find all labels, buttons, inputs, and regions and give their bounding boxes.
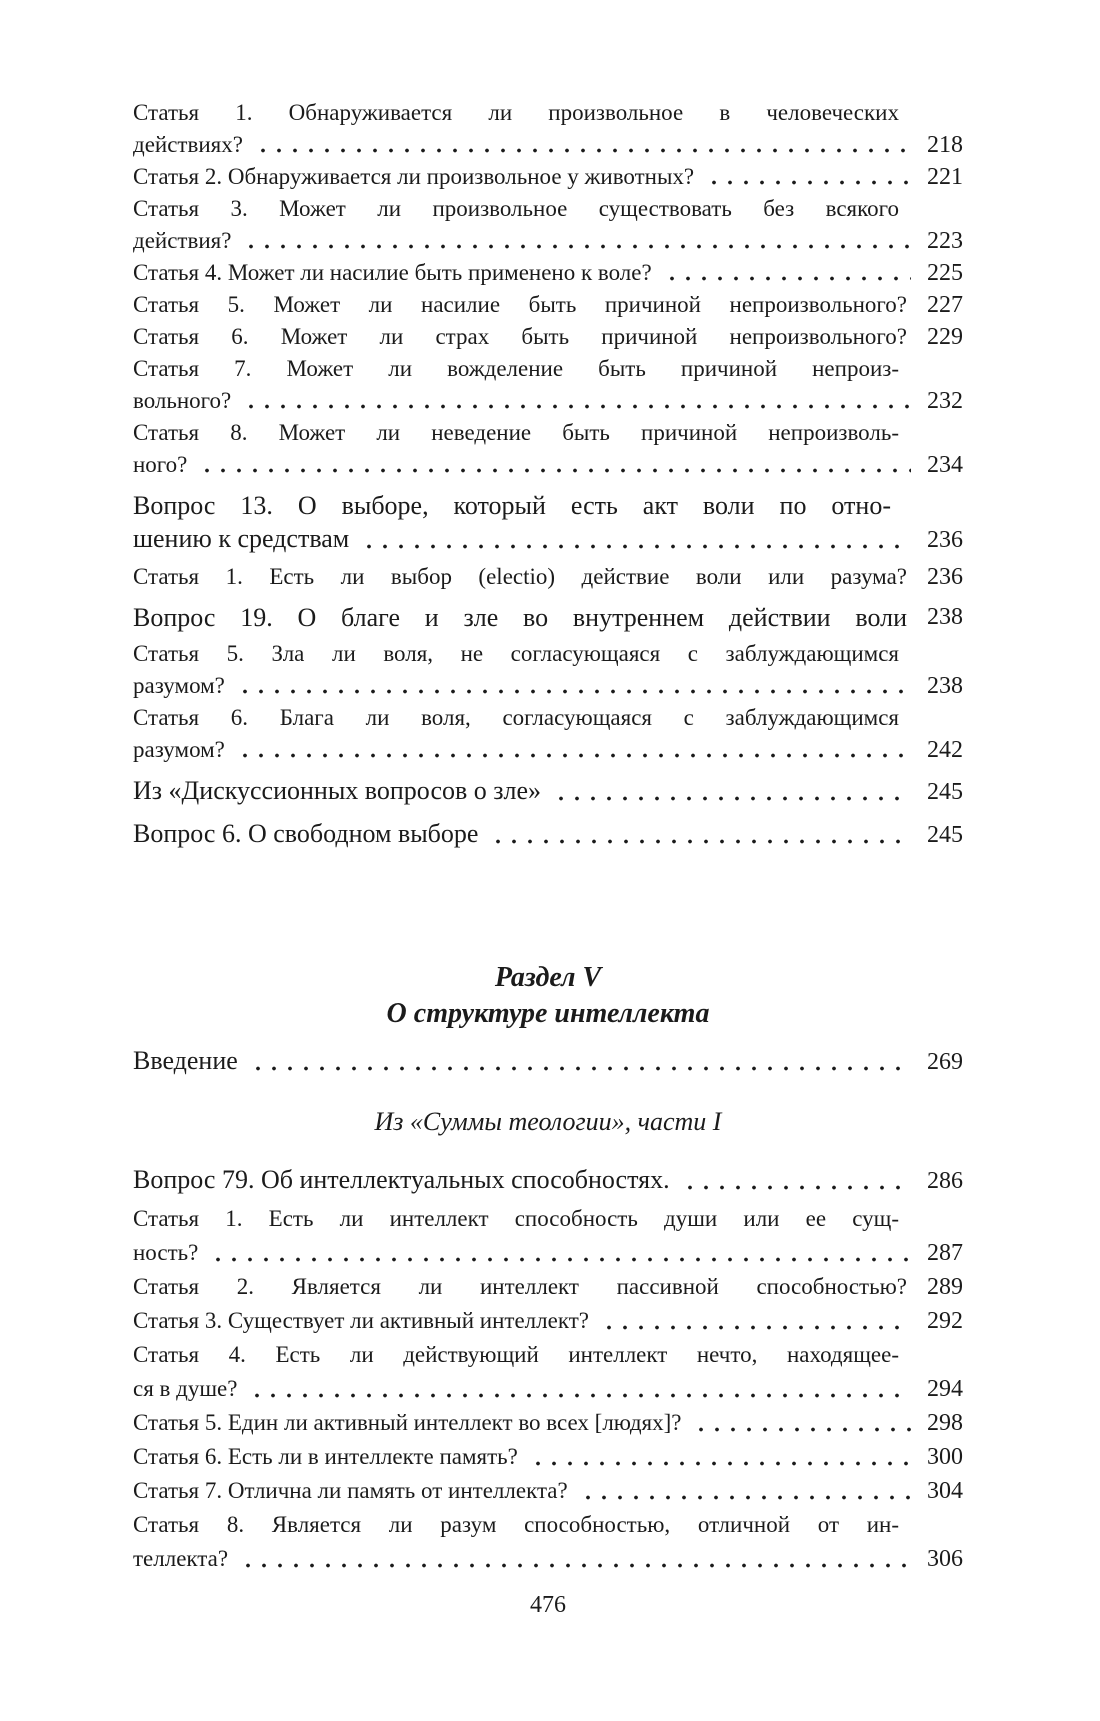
dot-leader [676, 1163, 911, 1198]
dot-leader [237, 225, 911, 257]
entry-last-line [133, 522, 963, 557]
entry-text-line: Статья 4. Есть ли действующий интеллект нечто, находящее- [133, 1342, 899, 1367]
entry-text: теллекта? [133, 1546, 229, 1571]
entry-text: Статья 2. Обнаруживается ли произвольное у животных? [133, 164, 695, 189]
toc-entry [133, 193, 963, 257]
entry-text: ность? [133, 1240, 199, 1265]
section-heading-line: О структуре интеллекта [386, 998, 710, 1029]
entry-last-line [133, 1236, 963, 1270]
entry-last-line [133, 774, 963, 809]
entry-text: Статья 7. Отлична ли память от интеллекта? [133, 1478, 568, 1503]
entry-text: Из «Дискуссионных вопросов о зле» [133, 776, 542, 805]
dot-leader [574, 1474, 911, 1508]
entry-page-number: 223 [927, 228, 963, 254]
page-footer [133, 1588, 963, 1622]
entry-text-line: Статья 3. Может ли произвольное существовать без всякого [133, 196, 899, 221]
entry-text: ного? [133, 452, 188, 477]
dot-leader [231, 734, 911, 766]
entry-last-line [133, 385, 963, 417]
entry-last-line [133, 161, 963, 193]
dot-leader [524, 1440, 911, 1474]
entry-text-line: Вопрос 19. О благе и зле во внутреннем действии воли [133, 603, 907, 632]
toc-entry [133, 702, 963, 766]
entry-text-line: Статья 7. Может ли вожделение быть причиной непроиз- [133, 356, 899, 381]
entry-last-line [133, 225, 963, 257]
entry-text: разумом? [133, 737, 225, 762]
dot-leader [484, 817, 911, 852]
entry-last-line [133, 1304, 963, 1338]
entry-text: вольного? [133, 388, 232, 413]
entry-text: Вопрос 6. О свободном выборе [133, 819, 479, 848]
dot-leader [234, 1542, 911, 1576]
entry-page-number: 232 [927, 388, 963, 414]
entry-page-number: 234 [927, 452, 963, 478]
toc-entry [133, 257, 963, 289]
entry-text-line: Статья 6. Блага ли воля, согласующаяся с заблуждающимся [133, 705, 899, 730]
entry-text: Статья 6. Есть ли в интеллекте память? [133, 1444, 518, 1469]
entry-last-line [133, 129, 963, 161]
entry-text: действиях? [133, 132, 243, 157]
entry-text-line: Вопрос 13. О выборе, который есть акт воли по отно- [133, 491, 891, 520]
entry-page-number: 225 [927, 260, 963, 286]
entry-text: Вопрос 79. Об интеллектуальных способностях. [133, 1165, 670, 1194]
dot-leader [687, 1406, 911, 1440]
toc-entry [133, 1508, 963, 1576]
toc-block-section-v [133, 960, 963, 1576]
entry-text-line: Статья 8. Может ли неведение быть причиной непроизволь- [133, 420, 899, 445]
entry-text: Статья 3. Существует ли активный интеллект? [133, 1308, 589, 1333]
subsection-heading: Из «Суммы теологии», части I [374, 1107, 722, 1136]
dot-leader [244, 1044, 911, 1079]
dot-leader [231, 670, 911, 702]
entry-page-number: 221 [927, 164, 963, 190]
entry-page-number: 300 [927, 1444, 963, 1470]
entry-last-line [133, 449, 963, 481]
entry-page-number: 242 [927, 737, 963, 763]
toc-entry [133, 1163, 963, 1198]
entry-last-line [133, 1542, 963, 1576]
page-number: 476 [530, 1592, 566, 1618]
entry-page-number: 245 [927, 822, 963, 848]
entry-page-number: 238 [927, 673, 963, 699]
toc-entry [133, 97, 963, 161]
entry-page-number: 236 [927, 527, 963, 553]
entry-page-number: 286 [927, 1168, 963, 1194]
table-of-contents [133, 97, 963, 1576]
dot-leader [237, 385, 911, 417]
entry-last-line [133, 670, 963, 702]
entry-last-line [133, 1044, 963, 1079]
toc-entry [133, 638, 963, 702]
entry-text: Введение [133, 1046, 238, 1075]
entry-last-line [133, 1406, 963, 1440]
entry-text: Статья 4. Может ли насилие быть применено к воле? [133, 260, 652, 285]
entry-text: разумом? [133, 673, 225, 698]
toc-block-part-iv-tail [133, 97, 963, 852]
dot-leader [547, 774, 911, 809]
entry-text-line: Статья 1. Есть ли выбор (electio) действие воли или разума? [133, 564, 907, 589]
toc-entry [133, 561, 963, 593]
entry-page-number: 298 [927, 1410, 963, 1436]
entry-text-line: Статья 5. Зла ли воля, не согласующаяся с заблуждающимся [133, 641, 899, 666]
dot-leader [595, 1304, 911, 1338]
section-heading [133, 960, 963, 1032]
entry-page-number: 292 [927, 1308, 963, 1334]
entry-last-line [133, 1163, 963, 1198]
toc-entry [133, 1406, 963, 1440]
entry-page-number: 289 [927, 1274, 963, 1300]
toc-entry [133, 321, 963, 353]
toc-entry [133, 601, 963, 634]
entry-text-line: Статья 5. Может ли насилие быть причиной непроизвольного? [133, 292, 907, 317]
toc-entry [133, 353, 963, 417]
entry-text: шению к средствам [133, 524, 350, 553]
toc-entry [133, 774, 963, 809]
dot-leader [243, 1372, 911, 1406]
entry-page-number: 304 [927, 1478, 963, 1504]
toc-entry [133, 817, 963, 852]
entry-text-line: Статья 1. Обнаруживается ли произвольное в человеческих [133, 100, 899, 125]
entry-text-line: Статья 2. Является ли интеллект пассивной способностью? [133, 1274, 907, 1299]
toc-entry [133, 161, 963, 193]
toc-entry [133, 1474, 963, 1508]
entry-text-line: Статья 8. Является ли разум способностью, отличной от ин- [133, 1512, 899, 1537]
entry-page-number: 306 [927, 1546, 963, 1572]
entry-page-number: 227 [927, 292, 963, 318]
toc-entry [133, 489, 963, 557]
entry-text: Статья 5. Един ли активный интеллект во всех [людях]? [133, 1410, 682, 1435]
section-heading-line: Раздел V [494, 962, 602, 993]
toc-entry [133, 1440, 963, 1474]
dot-leader [355, 522, 911, 557]
dot-leader [249, 129, 911, 161]
dot-leader [658, 257, 911, 289]
dot-leader [193, 449, 911, 481]
entry-text-line: Статья 1. Есть ли интеллект способность души или ее сущ- [133, 1206, 899, 1231]
entry-text-line: Статья 6. Может ли страх быть причиной непроизвольного? [133, 324, 907, 349]
entry-last-line [133, 734, 963, 766]
dot-leader [204, 1236, 911, 1270]
entry-page-number: 245 [927, 779, 963, 805]
entry-page-number: 294 [927, 1376, 963, 1402]
entry-page-number: 287 [927, 1240, 963, 1266]
entry-last-line [133, 1372, 963, 1406]
entry-text: действия? [133, 228, 232, 253]
entry-page-number: 218 [927, 132, 963, 158]
toc-entry [133, 1270, 963, 1304]
entry-page-number: 269 [927, 1049, 963, 1075]
entry-page-number: 236 [927, 564, 963, 590]
entry-last-line [133, 817, 963, 852]
entry-text: ся в душе? [133, 1376, 238, 1401]
toc-entry [133, 1044, 963, 1079]
toc-entry [133, 289, 963, 321]
entry-page-number: 229 [927, 324, 963, 350]
dot-leader [700, 161, 911, 193]
entry-last-line [133, 257, 963, 289]
entry-page-number: 238 [927, 604, 963, 630]
toc-entry [133, 1338, 963, 1406]
toc-entry [133, 1304, 963, 1338]
toc-entry [133, 417, 963, 481]
toc-entry [133, 1202, 963, 1270]
entry-last-line [133, 1474, 963, 1508]
entry-last-line [133, 1440, 963, 1474]
